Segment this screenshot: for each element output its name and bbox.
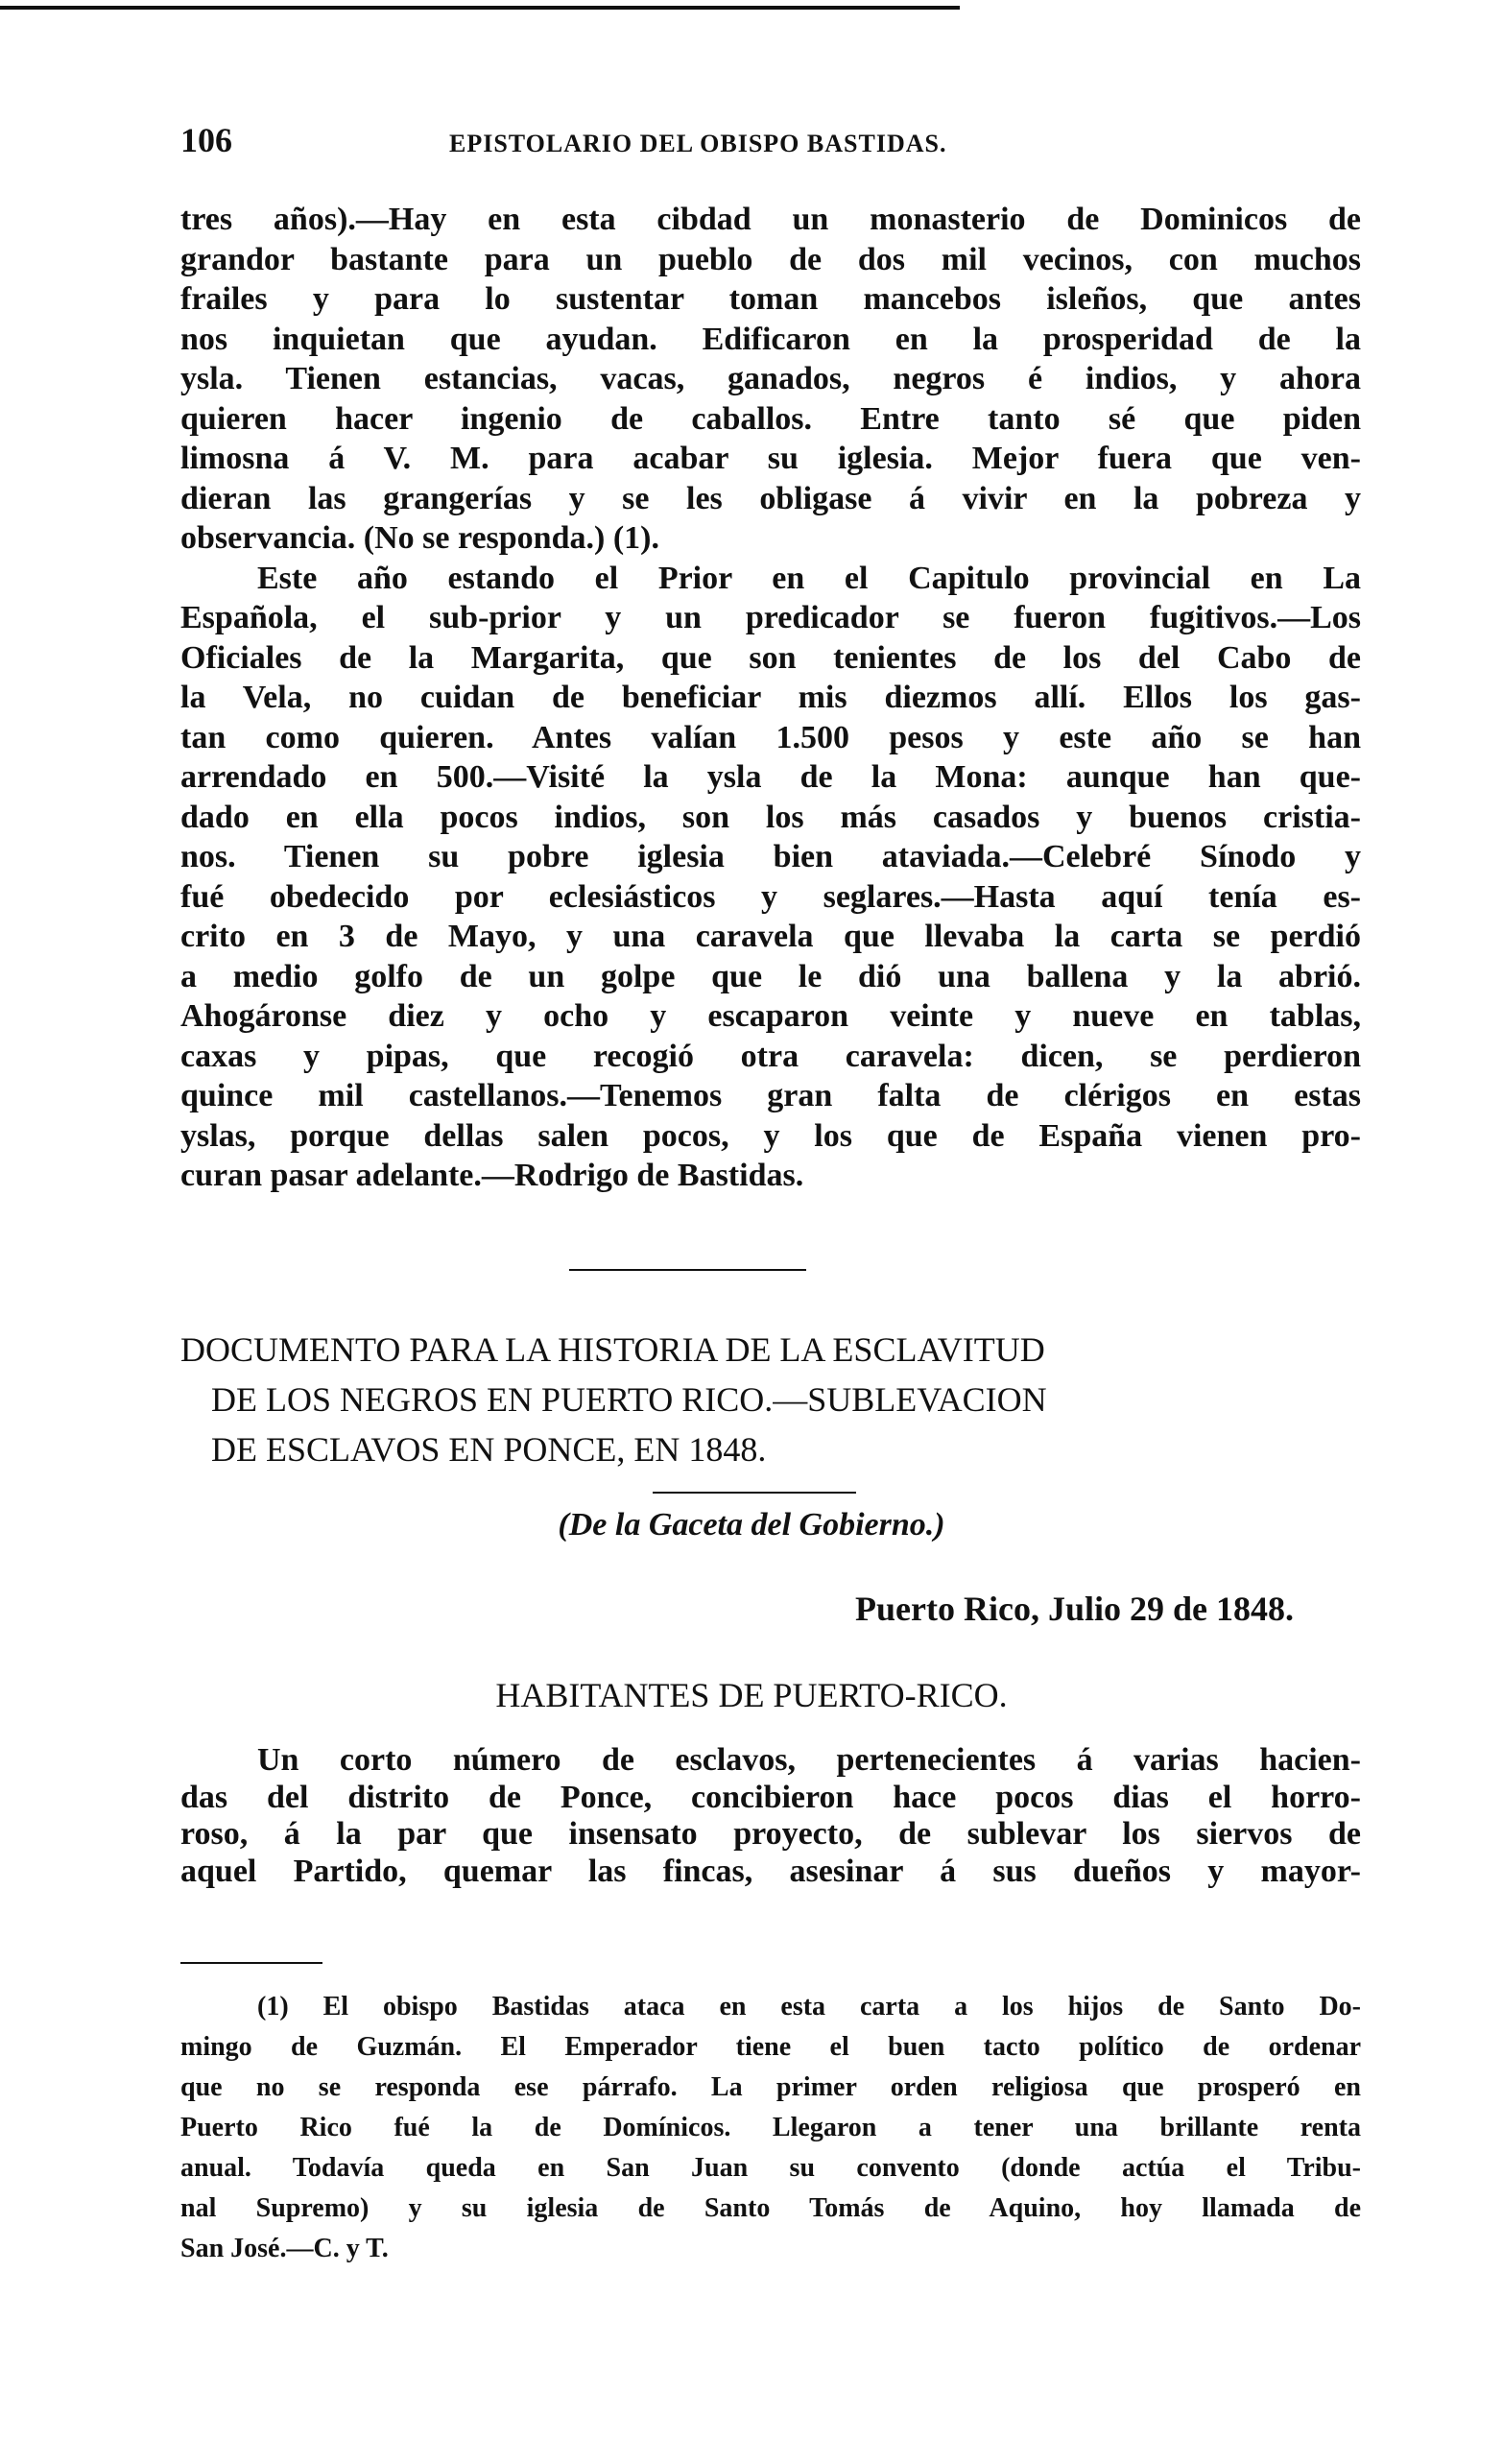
text-line: roso, á la par que insensato proyecto, de sublevar los siervos de bbox=[180, 1816, 1361, 1852]
footnote-line: que no se responda ese párrafo. La primer orden religiosa que prosperó en bbox=[180, 2072, 1361, 2102]
text-line: caxas y pipas, que recogió otra caravela: dicen, se perdieron bbox=[180, 1038, 1361, 1074]
source-citation: (De la Gaceta del Gobierno.) bbox=[558, 1507, 945, 1543]
title-line: DE ESCLAVOS EN PONCE, EN 1848. bbox=[211, 1430, 767, 1469]
text-line: dieran las grangerías y se les obligase á vivir en la pobreza y bbox=[180, 480, 1361, 516]
text-line: nos. Tienen su pobre iglesia bien ataviada.—Celebré Sínodo y bbox=[180, 839, 1361, 874]
text-line: Española, el sub-prior y un predicador se fueron fugitivos.—Los bbox=[180, 600, 1361, 635]
text-line: a medio golfo de un golpe que le dió una ballena y la abrió. bbox=[180, 958, 1361, 994]
text-line: Oficiales de la Margarita, que son tenientes de los del Cabo de bbox=[180, 639, 1361, 676]
text-line: arrendado en 500.—Visité la ysla de la Mona: aunque han que- bbox=[180, 759, 1361, 795]
title-line: DOCUMENTO PARA LA HISTORIA DE LA ESCLAVITUD bbox=[180, 1330, 1045, 1369]
text-line: grandor bastante para un pueblo de dos mil vecinos, con muchos bbox=[180, 241, 1361, 277]
dateline: Puerto Rico, Julio 29 de 1848. bbox=[855, 1590, 1294, 1628]
text-line: Un corto número de esclavos, pertenecientes á varias hacien- bbox=[257, 1742, 1361, 1778]
document-title bbox=[180, 1325, 1361, 1474]
page-number: 106 bbox=[180, 121, 232, 159]
text-line: ysla. Tienen estancias, vacas, ganados, negros é indios, y ahora bbox=[180, 361, 1361, 396]
footnote-rule bbox=[180, 1962, 322, 1964]
text-line: curan pasar adelante.—Rodrigo de Bastidas. bbox=[180, 1158, 804, 1193]
letter-text bbox=[180, 200, 1361, 1196]
text-line: quince mil castellanos.—Tenemos gran falta de clérigos en estas bbox=[180, 1078, 1361, 1113]
text-line: fué obedecido por eclesiásticos y seglares.—Hasta aquí tenía es- bbox=[180, 878, 1361, 915]
running-title: EPISTOLARIO DEL OBISPO BASTIDAS. bbox=[449, 130, 947, 157]
text-line: yslas, porque dellas salen pocos, y los que de España vienen pro- bbox=[180, 1117, 1361, 1154]
text-line: frailes y para lo sustentar toman mancebos isleños, que antes bbox=[180, 281, 1361, 317]
footnote-line: mingo de Guzmán. El Emperador tiene el buen tacto político de ordenar bbox=[180, 2032, 1361, 2062]
footnote bbox=[180, 1987, 1361, 2269]
text-line: tan como quieren. Antes valían 1.500 pesos y este año se han bbox=[180, 719, 1361, 755]
title-line: DE LOS NEGROS EN PUERTO RICO.—SUBLEVACION bbox=[211, 1380, 1047, 1419]
text-line: Ahogáronse diez y ocho y escaparon veinte y nueve en tablas, bbox=[180, 998, 1361, 1034]
title-divider bbox=[653, 1492, 856, 1494]
text-line: Este año estando el Prior en el Capitulo provincial en La bbox=[257, 560, 1361, 596]
top-rule bbox=[0, 6, 960, 10]
text-line: la Vela, no cuidan de beneficiar mis diezmos allí. Ellos los gas- bbox=[180, 680, 1361, 715]
text-line: nos inquietan que ayudan. Edificaron en la prosperidad de la bbox=[180, 321, 1361, 357]
section-heading: HABITANTES DE PUERTO-RICO. bbox=[495, 1676, 1008, 1714]
footnote-line: (1) El obispo Bastidas ataca en esta carta a los hijos de Santo Do- bbox=[257, 1992, 1361, 2021]
footnote-line: San José.—C. y T. bbox=[180, 2234, 389, 2263]
text-line: quieren hacer ingenio de caballos. Entre tanto sé que piden bbox=[180, 400, 1361, 437]
text-line: tres años).—Hay en esta cibdad un monasterio de Dominicos de bbox=[180, 202, 1361, 237]
text-line: limosna á V. M. para acabar su iglesia. Mejor fuera que ven- bbox=[180, 441, 1361, 476]
running-header bbox=[180, 120, 1361, 178]
footnote-line: anual. Todavía queda en San Juan su convento (donde actúa el Tribu- bbox=[180, 2153, 1361, 2183]
text-line: das del distrito de Ponce, concibieron hace pocos dias el horro- bbox=[180, 1779, 1361, 1815]
section-divider bbox=[569, 1269, 806, 1271]
footnote-line: Puerto Rico fué la de Domínicos. Llegaron a tener una brillante renta bbox=[180, 2113, 1361, 2142]
text-line: observancia. (No se responda.) (1). bbox=[180, 520, 659, 556]
footnote-line: nal Supremo) y su iglesia de Santo Tomás de Aquino, hoy llamada de bbox=[180, 2193, 1361, 2223]
text-line: dado en ella pocos indios, son los más casados y buenos cristia- bbox=[180, 799, 1361, 835]
text-line: aquel Partido, quemar las fincas, asesinar á sus dueños y mayor- bbox=[180, 1853, 1361, 1889]
proclamation-text bbox=[180, 1742, 1361, 1890]
text-line: crito en 3 de Mayo, y una caravela que llevaba la carta se perdió bbox=[180, 919, 1361, 954]
